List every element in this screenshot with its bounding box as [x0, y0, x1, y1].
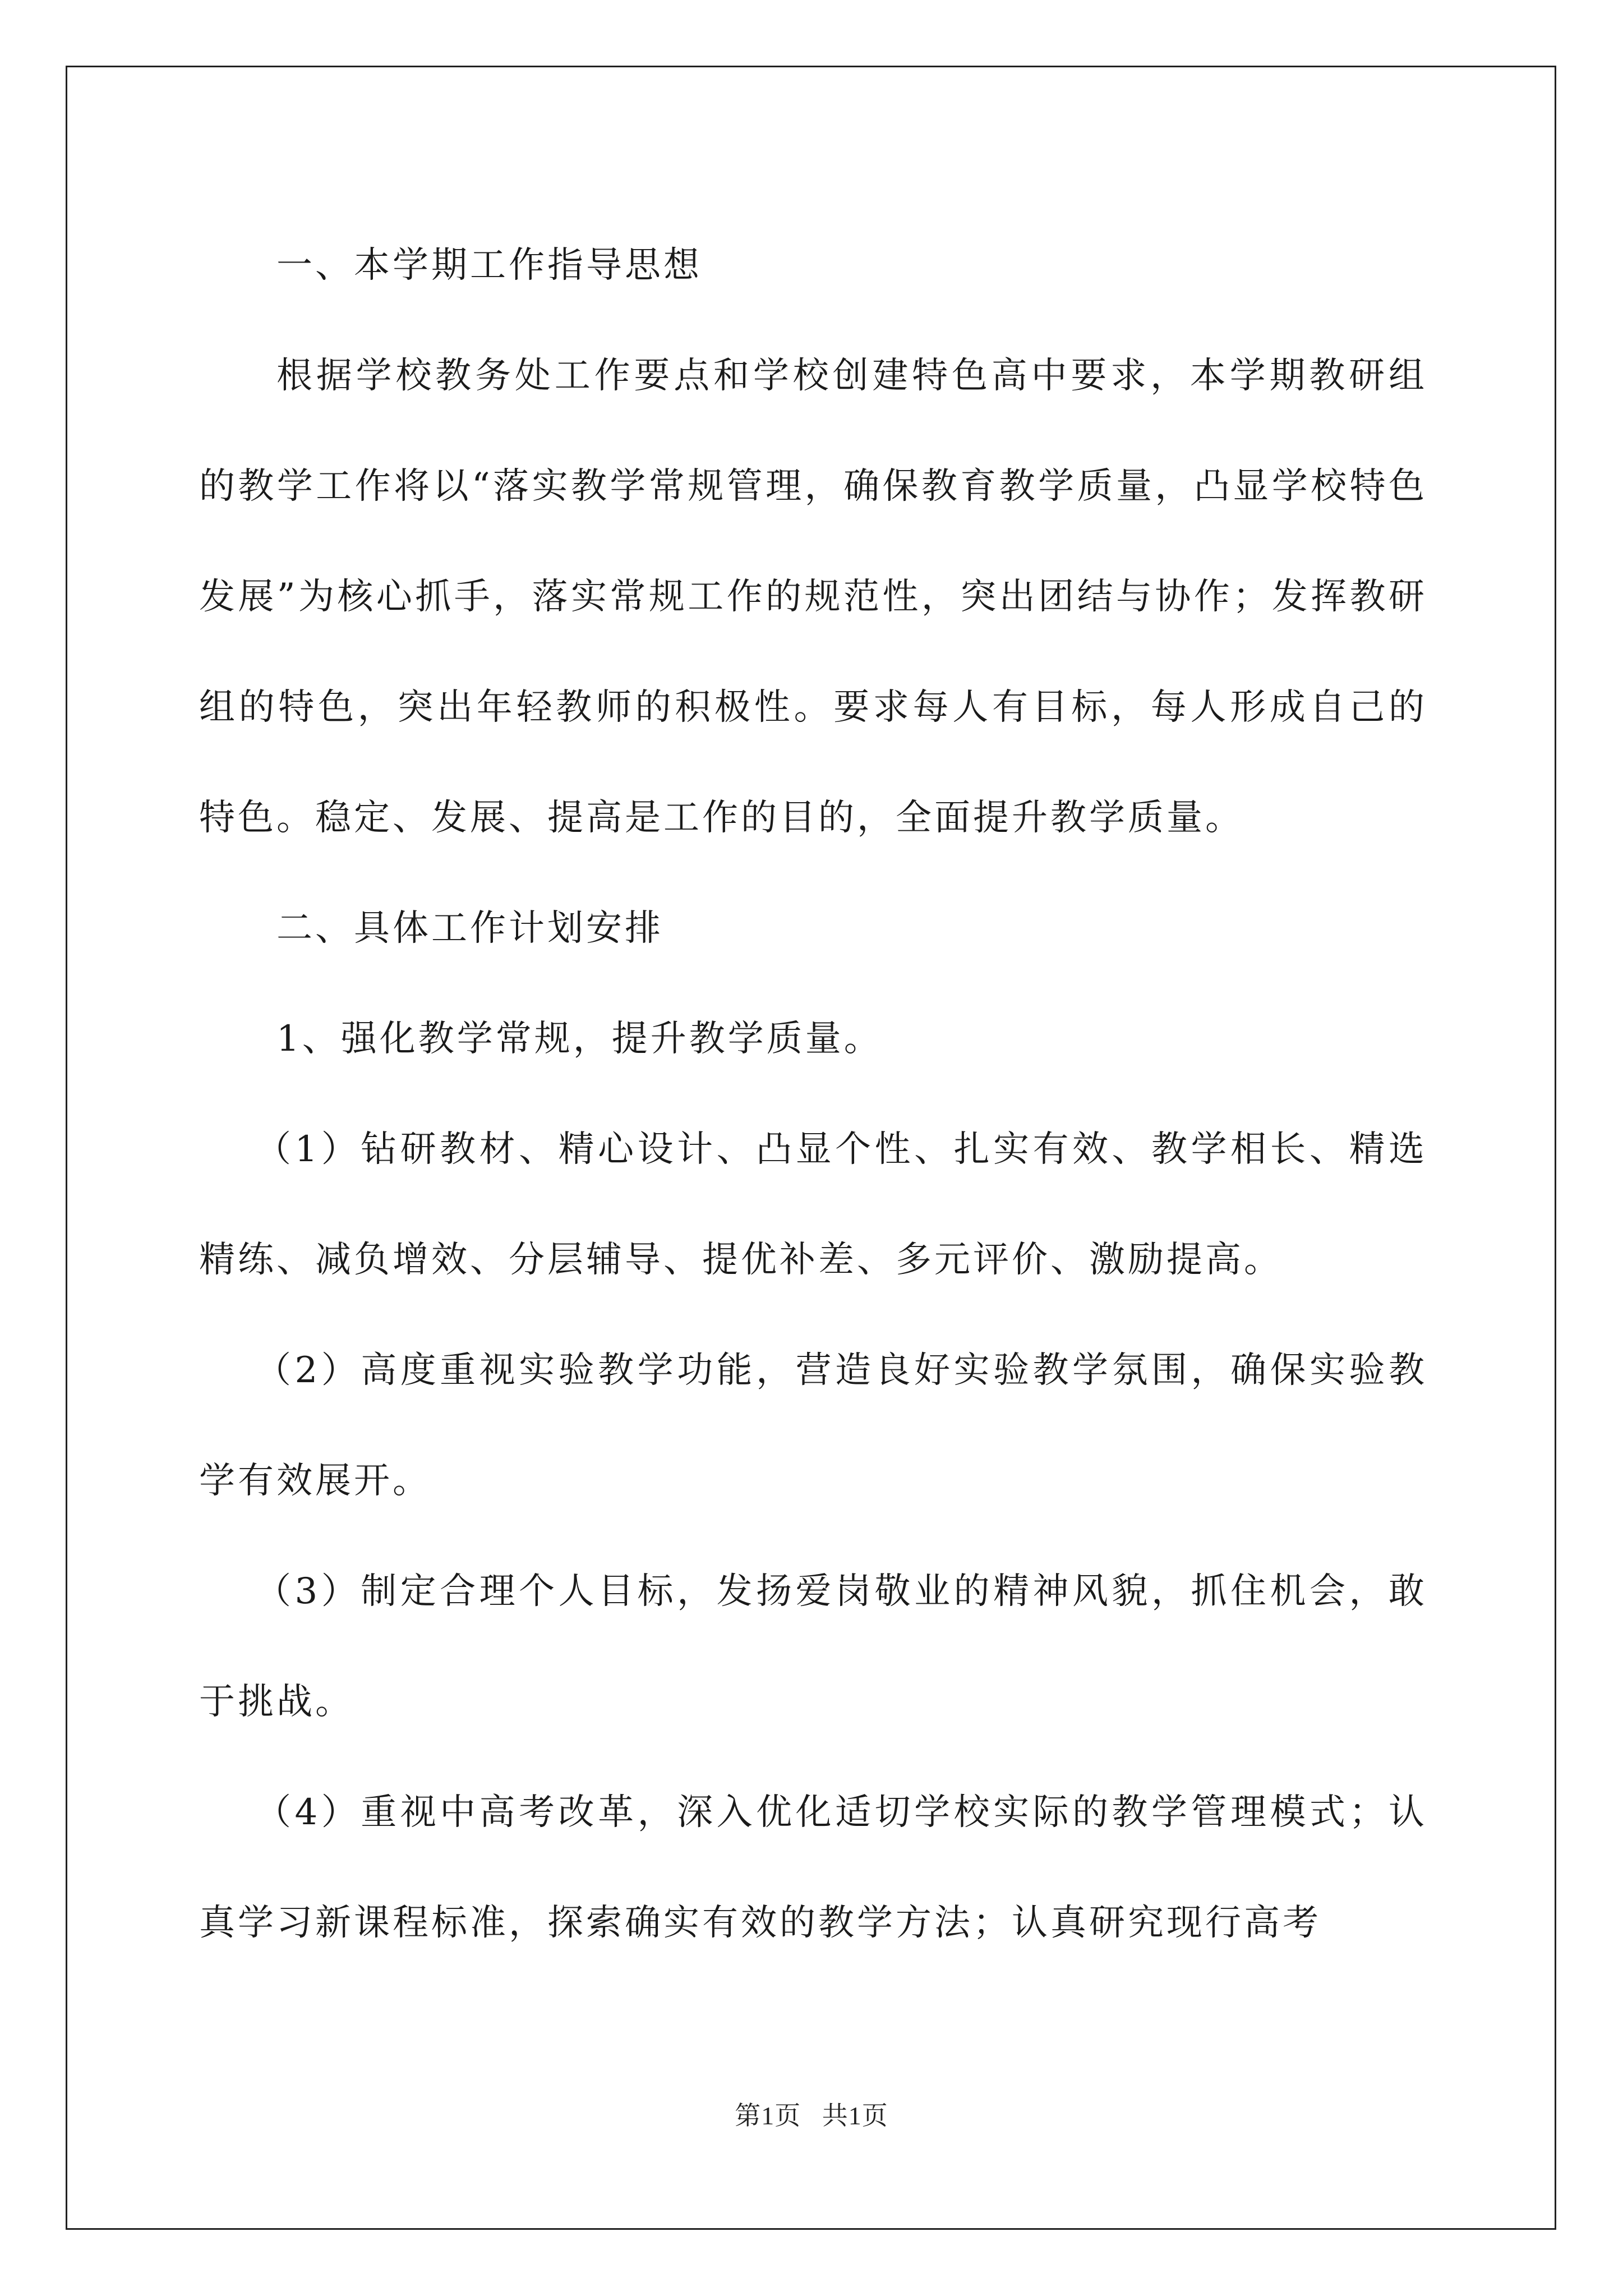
page-footer — [0, 2095, 1623, 2132]
sub-item-3: （3）制定合理个人目标，发扬爱岗敬业的精神风貌，抓住机会，敢于挑战。 — [199, 1571, 1427, 1723]
document-body — [199, 210, 1427, 1978]
page-number: 第1页 — [735, 2101, 801, 2130]
page-total: 共1页 — [822, 2101, 888, 2130]
sub-item-2: （2）高度重视实验教学功能，营造良好实验教学氛围，确保实验教学有效展开。 — [199, 1350, 1427, 1502]
sub-item-1: （1）钻研教材、精心设计、凸显个性、扎实有效、教学相长、精选精练、减负增效、分层辅导、提优补差、多元评价、激励提高。 — [199, 1129, 1427, 1281]
section-heading-guiding-ideology: 一、本学期工作指导思想 — [276, 245, 702, 286]
list-item-teaching-routine: 1、强化教学常规，提升教学质量。 — [276, 1018, 883, 1060]
paragraph-guiding-ideology: 根据学校教务处工作要点和学校创建特色高中要求，本学期教研组的教学工作将以“落实教学常规管理，确保教育教学质量，凸显学校特色发展”为核心抓手，落实常规工作的规范性，突出团结与协作；发挥教研组的特色，突出年轻教师的积极性。要求每人有目标，每人形成自己的特色。稳定、发展、提高是工作的目的，全面提升教学质量。 — [199, 355, 1427, 839]
section-heading-work-plan: 二、具体工作计划安排 — [276, 908, 663, 949]
sub-item-4: （4）重视中高考改革，深入优化适切学校实际的教学管理模式；认真学习新课程标准，探索确实有效的教学方法；认真研究现行高考 — [199, 1792, 1427, 1944]
